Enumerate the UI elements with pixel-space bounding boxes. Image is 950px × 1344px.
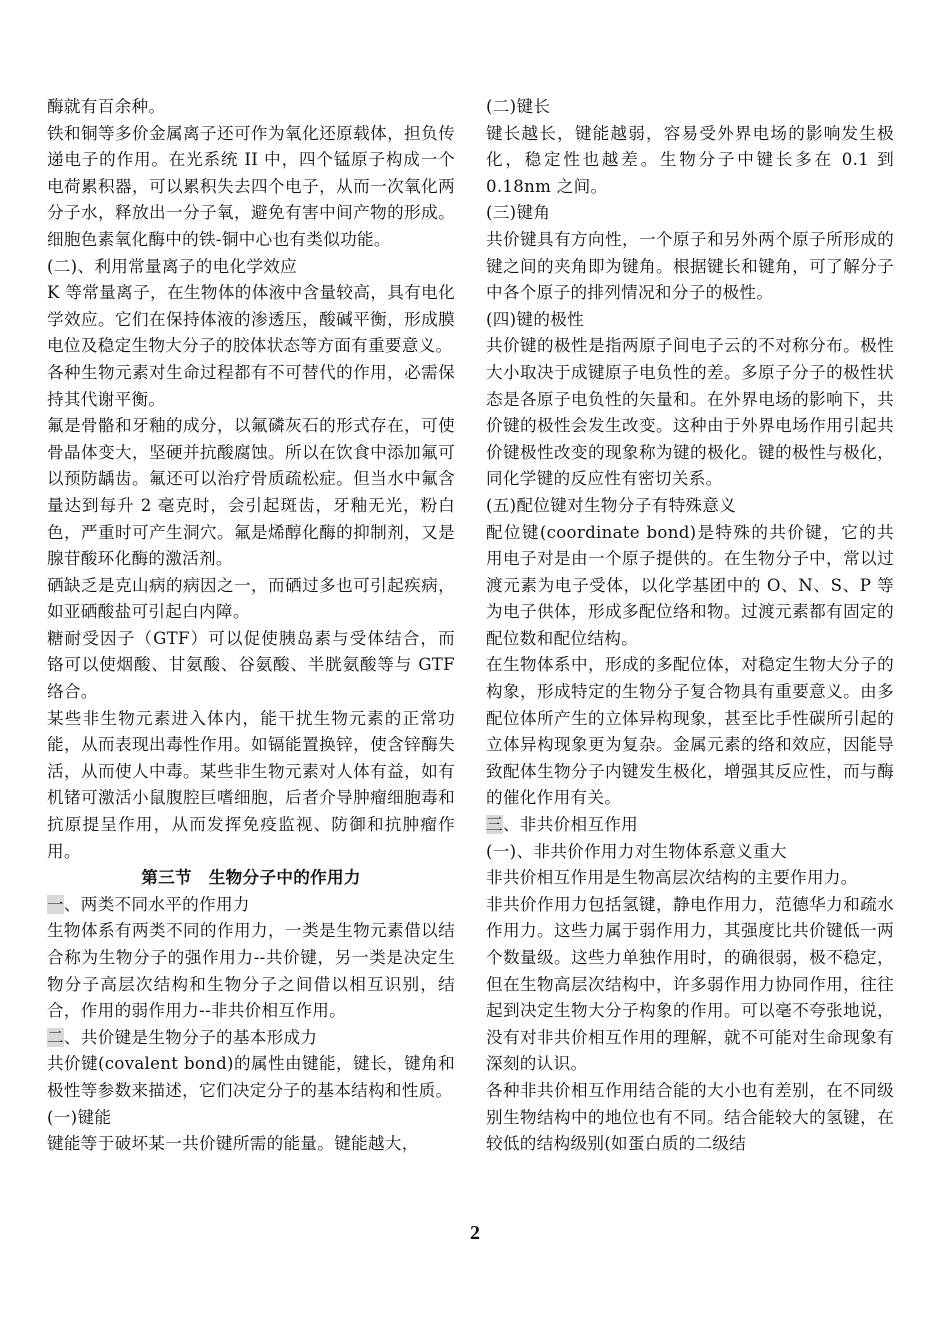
paragraph: 硒缺乏是克山病的病因之一，而硒过多也可引起疾病，如亚硒酸盐可引起白内障。 — [47, 575, 455, 622]
paragraph: 共价键(covalent bond)的属性由键能，键长，键角和极性等参数来描述，它们决定分子的基本结构和性质。 — [47, 1054, 455, 1100]
paragraph: 酶就有百余种。 — [47, 97, 166, 116]
highlight-mark: 三 — [486, 815, 503, 835]
paragraph: 键能等于破坏某一共价键所需的能量。键能越大， — [47, 1134, 419, 1154]
right-column — [486, 94, 894, 1158]
paragraph: 非共价相互作用是生物高层次结构的主要作用力。 — [486, 868, 858, 888]
paragraph: 键长越长，键能越弱，容易受外界电场的影响发生极化，稳定性也越差。生物分子中键长多在 0.1 到 0.18nm 之间。 — [486, 123, 894, 196]
heading-text: 、共价键是生物分子的基本形成力 — [63, 1027, 318, 1047]
paragraph: K 等常量离子，在生物体的体液中含量较高，具有电化学效应。它们在保持体液的渗透压，酸碱平衡，形成膜电位及稳定生物大分子的胶体状态等方面有重要意义。 — [47, 283, 455, 356]
paragraph: 氟是骨骼和牙釉的成分，以氟磷灰石的形式存在，可使骨晶体变大，坚硬并抗酸腐蚀。所以在饮食中添加氟可以预防龋齿。氟还可以治疗骨质疏松症。但当水中氟含量达到每升 2 毫克时，会引起斑齿，牙釉无光，粉白色，严重时可产生洞穴。氟是烯醇化酶的抑制剂，又是腺苷酸环化酶的激活剂。 — [47, 416, 455, 569]
subheading: (一)键能 — [47, 1107, 112, 1127]
paragraph: 生物体系有两类不同的作用力，一类是生物元素借以结合称为生物分子的强作用力--共价键，另一类是决定生物分子高层次结构和生物分子之间借以相互识别，结合，作用的弱作用力--非共价相互作用。 — [47, 921, 455, 1021]
subheading: (二)键长 — [486, 97, 551, 116]
heading-text: 、非共价相互作用 — [502, 815, 639, 835]
paragraph: 共价键的极性是指两原子间电子云的不对称分布。极性大小取决于成键原子电负性的差。多原子分子的极性状态是各原子电负性的矢量和。在外界电场的影响下，共价键的极性会发生改变。这种由于外界电场作用引起共价键极性改变的现象称为键的极化。键的极性与极化，同化学键的反应性有密切关系。 — [486, 336, 894, 489]
paragraph: 某些非生物元素进入体内，能干扰生物元素的正常功能，从而表现出毒性作用。如镉能置换锌，使含锌酶失活，从而使人中毒。某些非生物元素对人体有益，如有机锗可激活小鼠腹腔巨嗜细胞，后者介导肿瘤细胞毒和抗原提呈作用，从而发挥免疫监视、防御和抗肿瘤作用。 — [47, 708, 455, 861]
paragraph: 非共价作用力包括氢键，静电作用力，范德华力和疏水作用力。这些力属于弱作用力，其强度比共价键低一两个数量级。这些力单独作用时，的确很弱，极不稳定，但在生物高层次结构中，许多弱作用力协同作用，往往起到决定生物大分子构象的作用。可以毫不夸张地说，没有对非共价相互作用的理解，就不可能对生命现象有深刻的认识。 — [486, 894, 894, 1074]
paragraph: 各种生物元素对生命过程都有不可替代的作用，必需保持其代谢平衡。 — [47, 362, 455, 409]
paragraph: 配位键(coordinate bond)是特殊的共价键，它的共用电子对是由一个原子提供的。在生物分子中，常以过渡元素为电子受体，以化学基团中的 O、N、S、P 等为电子供体，形成多配位络和物。过渡元素都有固定的配位数和配位结构。 — [486, 522, 894, 648]
paragraph: 共价键具有方向性，一个原子和另外两个原子所形成的键之间的夹角即为键角。根据键长和键角，可了解分子中各个原子的排列情况和分子的极性。 — [486, 229, 894, 303]
heading-3 — [486, 812, 894, 839]
subheading: (五)配位键对生物分子有特殊意义 — [486, 495, 737, 515]
subheading: (四)键的极性 — [486, 309, 585, 329]
heading-text: 、两类不同水平的作用力 — [63, 894, 250, 914]
paragraph: 各种非共价相互作用结合能的大小也有差别，在不同级别生物结构中的地位也有不同。结合能较大的氢键，在较低的结构级别(如蛋白质的二级结 — [486, 1080, 894, 1154]
highlight-mark: 二 — [47, 1027, 64, 1047]
highlight-mark: 一 — [47, 894, 64, 914]
subheading: (三)键角 — [486, 203, 551, 223]
heading-2 — [47, 1025, 455, 1052]
subheading: (二)、利用常量离子的电化学效应 — [47, 256, 298, 276]
paragraph: 铁和铜等多价金属离子还可作为氧化还原载体，担负传递电子的作用。在光系统 II 中，四个锰原子构成一个电荷累积器，可以累积失去四个电子，从而一次氧化两分子水，释放出一分子氧，避免有害中间产物的形成。细胞色素氧化酶中的铁-铜中心也有类似功能。 — [47, 123, 455, 249]
page-number: 2 — [470, 1222, 480, 1244]
paragraph: 糖耐受因子（GTF）可以促使胰岛素与受体结合，而铬可以使烟酸、甘氨酸、谷氨酸、半胱氨酸等与 GTF 络合。 — [47, 628, 455, 702]
subheading: (一)、非共价作用力对生物体系意义重大 — [486, 841, 787, 861]
left-column — [47, 94, 455, 1158]
paragraph: 在生物体系中，形成的多配位体，对稳定生物大分子的构象，形成特定的生物分子复合物具有重要意义。由多配位体所产生的立体异构现象，甚至比手性碳所引起的立体异构现象更为复杂。金属元素的络和效应，因能导致配体生物分子内键发生极化，增强其反应性，而与酶的催化作用有关。 — [486, 655, 894, 808]
section-title: 第三节 生物分子中的作用力 — [141, 868, 361, 888]
heading-1 — [47, 892, 455, 919]
